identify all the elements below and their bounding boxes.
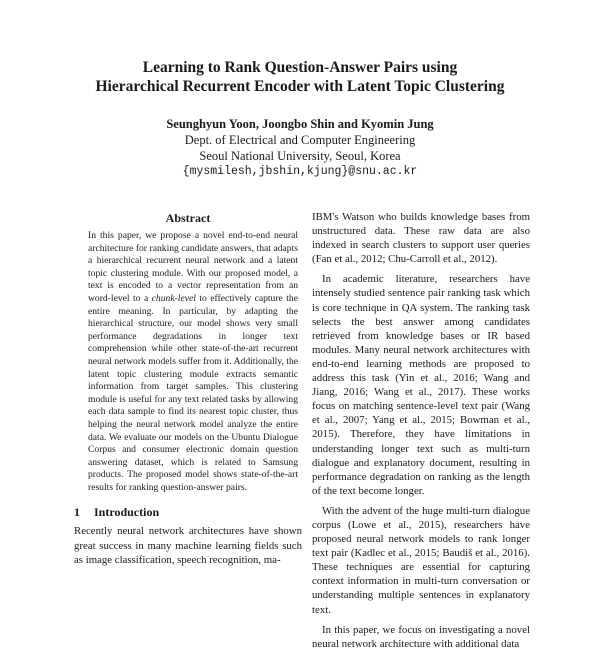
paper-title xyxy=(60,58,540,96)
abstract-text-part-2: to effectively capture the entire meaning. In particular, by adapting the hierarchical structure, our model shows very small performance degradations in longer text comprehension while other state-of-the-art recurrent neural network models suffer from it. Additionally, the latent topic clustering module extracts semantic information from target samples. This clustering module is useful for any text related tasks by allowing each data sample to find its nearest topic cluster, thus helping the neural network model analyze the entire data. We evaluate our models on the Ubuntu Dialogue Corpus and consumer electronic domain question answering dataset, which is related to Samsung products. The proposed model shows state-of-the-art results for ranking question-answer pairs. xyxy=(88,292,298,493)
right-paragraph-1: IBM's Watson who builds knowledge bases from unstructured data. These raw data are also indexed in search clusters to support user queries (Fan et al., 2012; Chu-Carroll et al., 2012). xyxy=(312,211,530,266)
affiliation-university: Seoul National University, Seoul, Korea xyxy=(199,149,401,163)
abstract-italic-term: chunk-level xyxy=(151,292,196,304)
left-column xyxy=(74,210,302,567)
section-number: 1 xyxy=(74,505,80,520)
introduction-text xyxy=(74,524,302,566)
section-heading-introduction xyxy=(74,504,302,520)
right-paragraph-2: In academic literature, researchers have intensely studied sentence pair ranking task which is core technique in QA system. The ranking task selects the best answer among candidates retrieved from knowledge bases or IR based modules. Many neural network architectures with end-to-end learning methods are proposed to address this task (Yin et al., 2016; Wang and Jiang, 2016; Wang et al., 2017). These works focus on matching sentence-level text pair (Wang et al., 2007; Yang et al., 2015; Bowman et al., 2015). Therefore, they have limitations in understanding longer text such as multi-turn dialogue and explanatory document, resulting in performance degradation on ranking as the length of the text become longer. xyxy=(312,273,530,497)
author-email: {mysmilesh,jbshin,kjung}@snu.ac.kr xyxy=(182,165,418,178)
affiliation-dept: Dept. of Electrical and Computer Engineering xyxy=(184,133,416,147)
abstract-heading: Abstract xyxy=(165,211,211,225)
right-column xyxy=(312,210,530,657)
author-block xyxy=(60,116,540,180)
title-line-1: Learning to Rank Question-Answer Pairs using xyxy=(142,59,458,76)
right-paragraph-3: With the advent of the huge multi-turn dialogue corpus (Lowe et al., 2015), researchers have proposed neural network models to rank longer text pair (Kadlec et al., 2015; Baudiš et al., 2016). These techniques are essential for capturing context information in multi-turn conversation or understanding multiple sentences in explanatory text. xyxy=(312,504,530,616)
abstract-text-part-1: In this paper, we propose a novel end-to-end neural architecture for ranking candidate answers, that adapts a hierarchical recurrent neural network and a latent topic clustering module. With our proposed model, a text is encoded to a vector representation from an word-level to a xyxy=(88,230,298,304)
abstract-text xyxy=(88,230,298,494)
title-line-2: Hierarchical Recurrent Encoder with Latent Topic Clustering xyxy=(95,78,505,95)
author-names: Seunghyun Yoon, Joongbo Shin and Kyomin Jung xyxy=(166,117,434,131)
section-title: Introduction xyxy=(94,505,160,520)
introduction-paragraph: Recently neural network architectures have shown great success in many machine learning fields such as image classification, speech recognition, ma- xyxy=(74,525,302,566)
right-paragraph-4: In this paper, we focus on investigating a novel neural network architecture with additional data xyxy=(312,623,530,650)
